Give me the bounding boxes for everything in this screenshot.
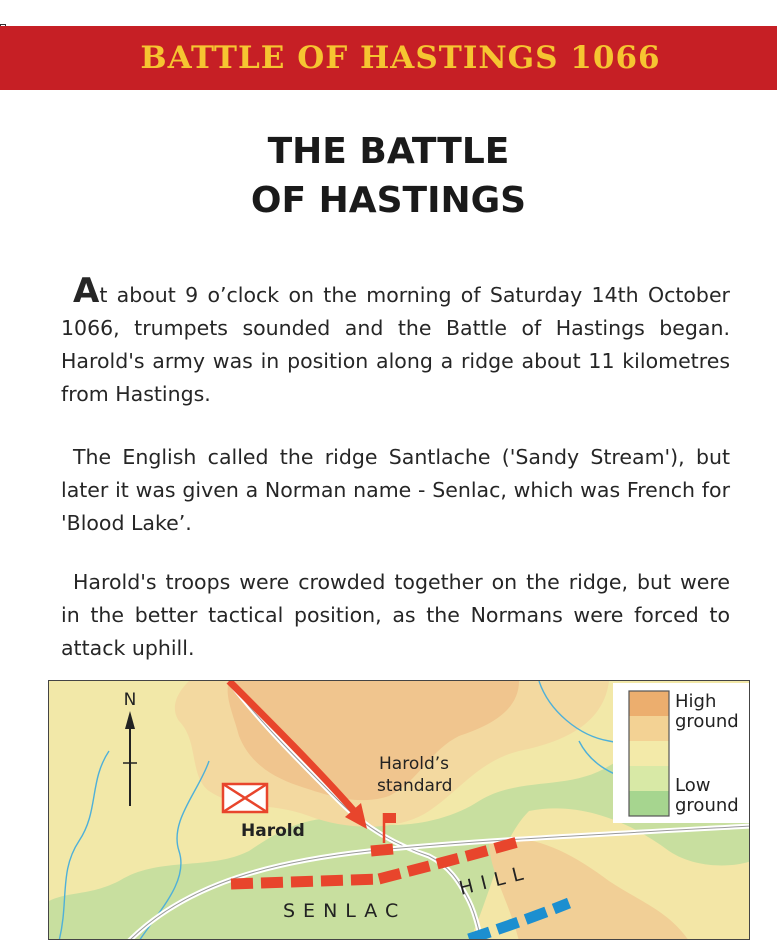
standard-label-line-2: standard: [377, 776, 453, 796]
legend-swatch-2: [629, 716, 669, 741]
legend-swatch-5: [629, 791, 669, 816]
header-banner: [0, 26, 777, 90]
legend-swatch-1: [629, 691, 669, 716]
paragraph-2: The English called the ridge Santlache ('Sandy Stream'), but later it was given a Norman name - Senlac, which was French for 'Blood Lake’.: [61, 445, 730, 535]
page-title-line-2: OF HASTINGS: [250, 180, 527, 221]
standard-label-line-1: Harold’s: [379, 754, 449, 774]
hill-label: HILL: [456, 860, 534, 900]
legend-high-line-2: ground: [675, 711, 739, 732]
legend-swatch-4: [629, 766, 669, 791]
drop-cap: A: [73, 271, 100, 311]
english-standard-guard: [371, 849, 393, 851]
page-title: [0, 127, 777, 225]
legend-low-line-2: ground: [675, 795, 739, 816]
page-title-line-1: THE BATTLE: [267, 131, 510, 172]
legend-low-line-1: Low: [675, 775, 711, 796]
legend-high-line-1: High: [675, 691, 717, 712]
paragraph-1: [61, 271, 730, 411]
paragraph-1-text: t about 9 o’clock on the morning of Saturday 14th October 1066, trumpets sounded and the Battle of Hastings began. Harold's army was in position along a ridge about 11 kilometres from Hastings.: [61, 283, 730, 406]
standard-flag-icon: [384, 813, 396, 823]
battle-map: [48, 680, 750, 940]
paragraph-3: Harold's troops were crowded together on the ridge, but were in the better tactical position, as the Normans were forced to attack uphill.: [61, 570, 730, 660]
banner-title: BATTLE OF HASTINGS 1066: [140, 40, 661, 76]
harold-label: Harold: [241, 821, 305, 841]
compass-label: N: [123, 690, 137, 710]
senlac-label: SENLAC: [283, 900, 407, 922]
battle-map-graphic: [49, 681, 750, 940]
legend-swatch-3: [629, 741, 669, 766]
